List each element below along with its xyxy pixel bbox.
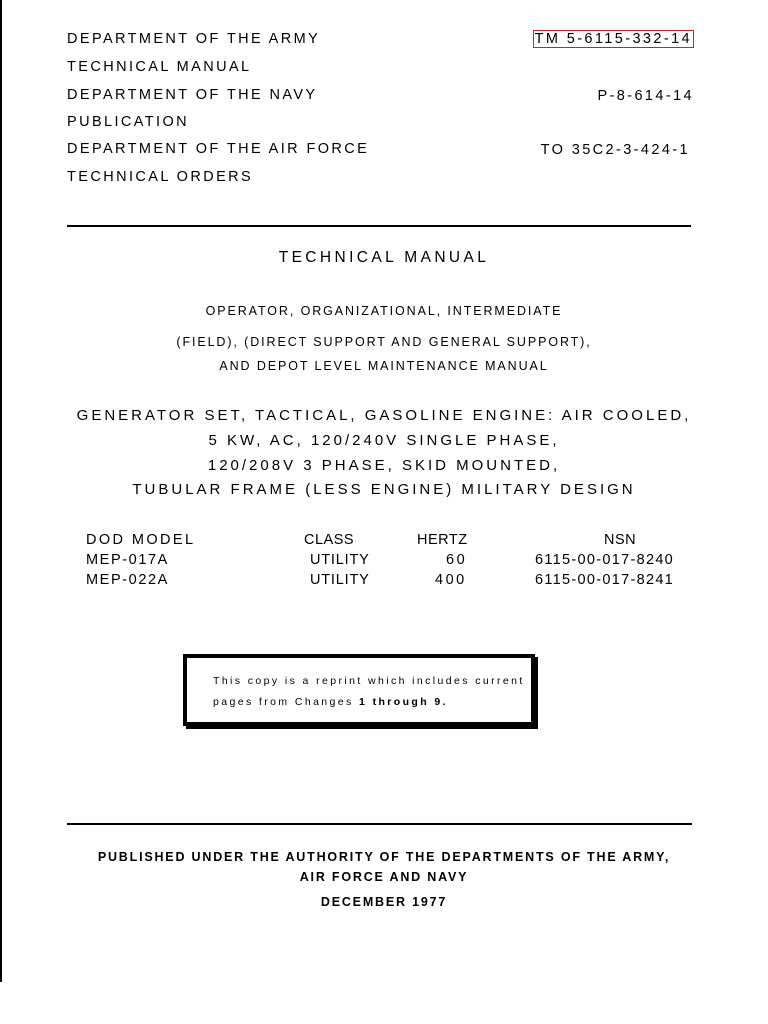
table-header-dod-model: DOD MODEL bbox=[86, 532, 196, 548]
table-row-1-model: MEP-017A bbox=[86, 552, 169, 568]
bottom-divider bbox=[67, 823, 692, 825]
equipment-line-4: TUBULAR FRAME (LESS ENGINE) MILITARY DESIGN bbox=[132, 481, 636, 498]
publication-date: DECEMBER 1977 bbox=[320, 895, 448, 909]
table-header-nsn: NSN bbox=[604, 532, 637, 548]
table-row-1-class: UTILITY bbox=[310, 552, 370, 568]
reprint-notice-line-2 bbox=[213, 696, 448, 708]
reprint-notice-changes: 1 through 9. bbox=[359, 696, 448, 708]
reprint-notice-prefix: pages from Changes bbox=[213, 696, 354, 708]
table-row-2-model: MEP-022A bbox=[86, 572, 169, 588]
manual-title: TECHNICAL MANUAL bbox=[278, 249, 490, 266]
table-row-1-hertz: 60 bbox=[446, 552, 468, 568]
air-force-to-number: TO 35C2-3-424-1 bbox=[540, 142, 690, 158]
reprint-notice-line-1: This copy is a reprint which includes current bbox=[213, 675, 525, 687]
subtitle-line-3: AND DEPOT LEVEL MAINTENANCE MANUAL bbox=[219, 359, 549, 373]
equipment-line-1: GENERATOR SET, TACTICAL, GASOLINE ENGINE: AIR COOLED, bbox=[76, 407, 692, 424]
table-row-2-hertz: 400 bbox=[435, 572, 467, 588]
table-header-class: CLASS bbox=[304, 532, 355, 548]
table-header-hertz: HERTZ bbox=[417, 532, 468, 548]
tm-number-text: TM 5-6115-332-14 bbox=[534, 31, 692, 47]
header-line-technical-orders: TECHNICAL ORDERS bbox=[67, 169, 254, 185]
header-line-technical-manual: TECHNICAL MANUAL bbox=[67, 59, 252, 75]
table-row-1-nsn: 6115-00-017-8240 bbox=[535, 552, 675, 568]
header-line-air-force: DEPARTMENT OF THE AIR FORCE bbox=[67, 141, 370, 157]
table-row-2-nsn: 6115-00-017-8241 bbox=[535, 572, 675, 588]
footer-authority-line-2: AIR FORCE AND NAVY bbox=[299, 870, 469, 884]
header-line-army: DEPARTMENT OF THE ARMY bbox=[67, 31, 321, 47]
subtitle-line-1: OPERATOR, ORGANIZATIONAL, INTERMEDIATE bbox=[205, 304, 563, 318]
header-line-publication: PUBLICATION bbox=[67, 114, 190, 130]
navy-publication-number: P-8-614-14 bbox=[597, 88, 694, 104]
tm-number bbox=[533, 31, 694, 47]
equipment-line-3: 120/208V 3 PHASE, SKID MOUNTED, bbox=[207, 457, 561, 474]
subtitle-line-2: (FIELD), (DIRECT SUPPORT AND GENERAL SUPPORT), bbox=[176, 335, 592, 349]
top-divider bbox=[67, 225, 691, 227]
table-row-2-class: UTILITY bbox=[310, 572, 370, 588]
reprint-notice-box bbox=[183, 654, 535, 726]
equipment-line-2: 5 KW, AC, 120/240V SINGLE PHASE, bbox=[208, 432, 560, 449]
header-line-navy: DEPARTMENT OF THE NAVY bbox=[67, 87, 318, 103]
footer-authority-line-1: PUBLISHED UNDER THE AUTHORITY OF THE DEPARTMENTS OF THE ARMY, bbox=[97, 850, 671, 864]
